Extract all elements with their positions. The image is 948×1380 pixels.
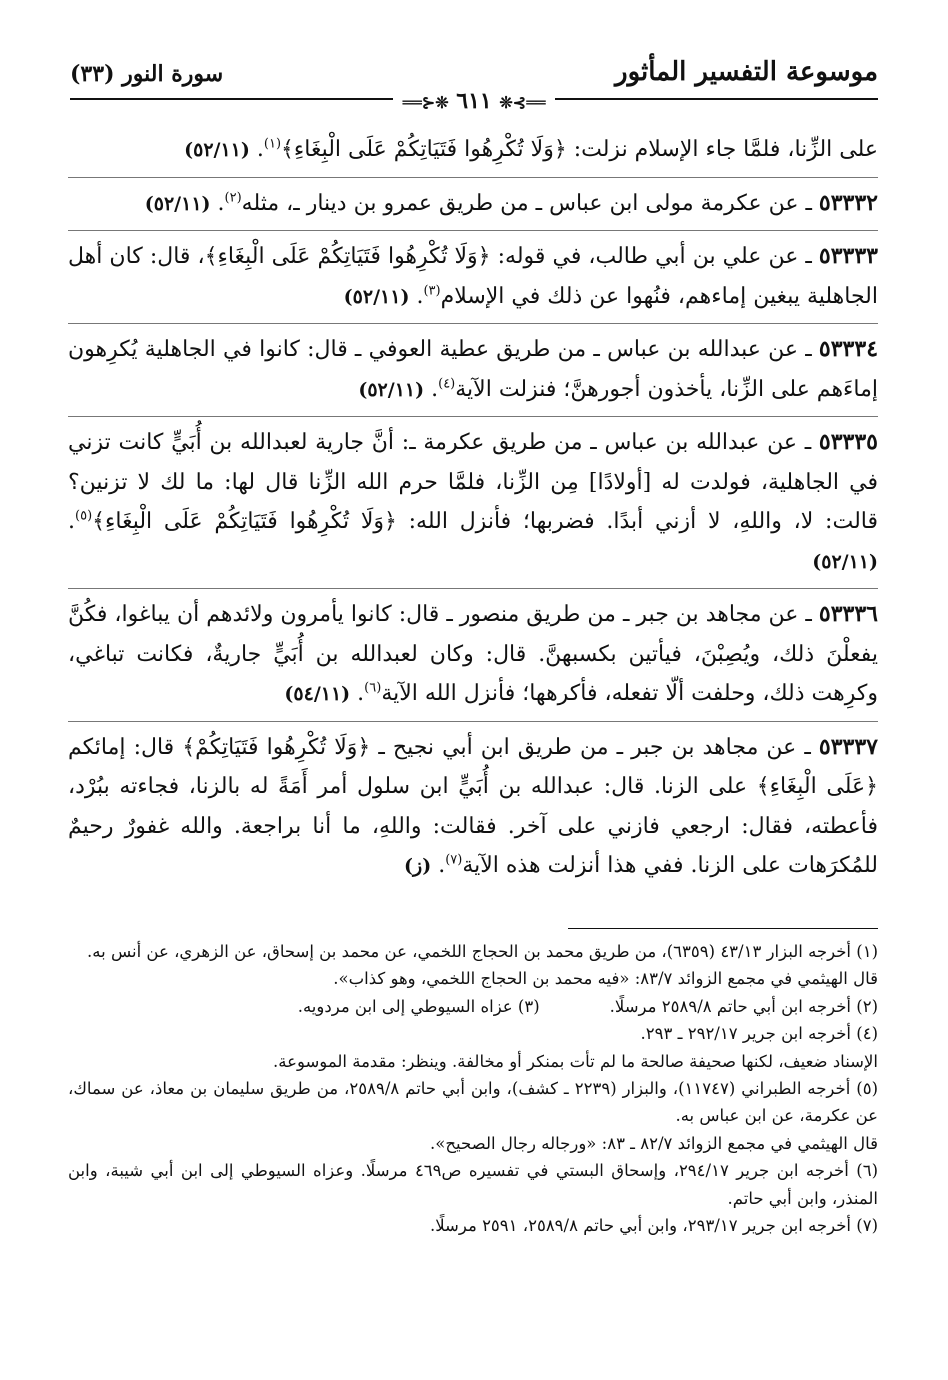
volume-ref: (٥٢/١١) bbox=[812, 550, 878, 573]
footnote: (٣) عزاه السيوطي إلى ابن مردويه. bbox=[297, 996, 540, 1016]
entry-divider bbox=[68, 721, 878, 722]
footnote-rule bbox=[568, 928, 878, 929]
footnote: (٢) أخرجه ابن أبي حاتم ٢٥٨٩/٨ مرسلًا. bbox=[609, 996, 878, 1016]
footnote: (٤) أخرجه ابن جرير ٢٩٢/١٧ ـ ٢٩٣. bbox=[640, 1024, 878, 1044]
entry-53333: ٥٣٣٣٣ ـ عن علي بن أبي طالب، في قوله: ﴿وَلَا تُكْرِهُوا فَتَيَاتِكُمْ عَلَى الْبِغَاءِ﴾، قال: كان أهل الجاهلية يبغين إماءهم، فنُهوا عن ذلك في الإسلام$^{(٣)}$. (٥٢/١١) bbox=[68, 243, 878, 309]
entry-divider bbox=[68, 177, 878, 178]
volume-ref: (٥٤/١١) bbox=[284, 683, 351, 705]
entry-number: ٥٣٣٣٢ bbox=[818, 189, 878, 216]
volume-ref: (٥٢/١١) bbox=[144, 192, 211, 215]
footnote: (٦) أخرجه ابن جرير ٢٩٤/١٧، وإسحاق البستي في تفسيره ص٤٦٩ مرسلًا. وعزاه السيوطي إلى ابن أبي شيبة، وابن المنذر، وابن أبي حاتم. bbox=[68, 1161, 878, 1208]
entry-53337: ٥٣٣٣٧ ـ عن مجاهد بن جبر ـ من طريق ابن أبي نجيح ـ ﴿وَلَا تُكْرِهُوا فَتَيَاتِكُمْ﴾ قال: إمائكم ﴿عَلَى الْبِغَاءِ﴾ على الزنا. قال: عبدالله بن أُبَيٍّ ابن سلول أمر أَمَةً له بالزنا، فجاءته ببُرْد، فأعطته، فقال: ارجعي فازني على آخر. فقالت: واللهِ، ما أنا براجعة. والله غفورٌ رحيمٌ للمُكرَهات على الزنا. ففي هذا أنزلت هذه الآية$^{(٧)}$. (ز) bbox=[68, 733, 878, 878]
footnote: (٧) أخرجه ابن جرير ٢٩٣/١٧، وابن أبي حاتم ٢٥٨٩/٨، ٢٥٩١ مرسلًا. bbox=[429, 1216, 878, 1236]
entry-divider bbox=[68, 230, 878, 231]
entry-53335: ٥٣٣٣٥ ـ عن عبدالله بن عباس ـ من طريق عكرمة ـ: أنَّ جارية لعبدالله بن أُبَيٍّ كانت تزني في الجاهلية، فولدت له [أولادًا] مِن الزِّنا، فلمَّا حرم الله الزِّنا قال لها: ما لك لا تزنين؟ قالت: لا، واللهِ، لا أزني أبدًا. فضربها؛ فأنزل الله: ﴿وَلَا تُكْرِهُوا فَتَيَاتِكُمْ عَلَى الْبِغَاءِ﴾$^{(٥)}$. (٥٢/١١) bbox=[68, 429, 878, 573]
footnote: قال الهيثمي في مجمع الزوائد ٨٢/٧ ـ ٨٣: «ورجاله رجال الصحيح». bbox=[430, 1133, 878, 1153]
entry-divider bbox=[68, 416, 878, 417]
footnote-pair bbox=[68, 993, 878, 1020]
page-number: ٦١١ bbox=[456, 88, 492, 114]
ornament-left: ❊⊰══ bbox=[402, 93, 449, 112]
book-title: موسوعة التفسير المأثور bbox=[615, 57, 878, 87]
entry-53334: ٥٣٣٣٤ ـ عن عبدالله بن عباس ـ من طريق عطية العوفي ـ قال: كانوا في الجاهلية يُكرِهون إماءَهم على الزِّنا، يأخذون أجورهنَّ؛ فنزلت الآية$^{(٤)}$. (٥٢/١١) bbox=[68, 336, 879, 402]
ornament-right: ══⊱❊ bbox=[499, 93, 546, 112]
entry-number: ٥٣٣٣٧ bbox=[818, 733, 878, 760]
entry-divider bbox=[68, 323, 878, 324]
entry-number: ٥٣٣٣٣ bbox=[818, 243, 878, 269]
page-number-box bbox=[393, 88, 556, 116]
footnote: الإسناد ضعيف، لكنها صحيفة صالحة ما لم تأت بمنكر أو مخالفة. وينظر: مقدمة الموسوعة. bbox=[273, 1051, 878, 1071]
volume-ref: (ز) bbox=[404, 855, 432, 877]
entry-number: ٥٣٣٣٦ bbox=[818, 601, 878, 627]
entry-number: ٥٣٣٣٤ bbox=[818, 336, 879, 362]
main-text bbox=[68, 130, 878, 887]
volume-ref: (٥٢/١١) bbox=[343, 285, 410, 308]
volume-ref: (٥٢/١١) bbox=[184, 139, 250, 161]
footnotes bbox=[68, 938, 878, 1239]
entry-53336: ٥٣٣٣٦ ـ عن مجاهد بن جبر ـ من طريق منصور ـ قال: كانوا يأمرون ولائدهم أن يباغوا، فكُنَّ يفعلْنَ ذلك، ويُصِبْنَ، فيأتين بكسبهنَّ. قال: وكان لعبدالله بن أُبَيٍّ جاريةٌ، فكانت تباغي، وكرِهت ذلك، وحلفت ألّا تفعله، فأكرهها؛ فأنزل الله الآية$^{(٦)}$. (٥٤/١١) bbox=[68, 601, 878, 706]
entry-divider bbox=[68, 588, 878, 589]
footnote: (٥) أخرجه الطبراني (١١٧٤٧)، والبزار (٢٢٣٩ ـ كشف)، وابن أبي حاتم ٢٥٨٩/٨، من طريق سليمان بن معاذ، عن سماك، عن عكرمة، عن ابن عباس به. bbox=[68, 1079, 879, 1126]
entry-number: ٥٣٣٣٥ bbox=[818, 429, 878, 455]
footnote: قال الهيثمي في مجمع الزوائد ٨٣/٧: «فيه محمد بن الحجاج اللخمي، وهو كذاب». bbox=[333, 969, 878, 989]
volume-ref: (٥٢/١١) bbox=[358, 378, 425, 401]
surah-title: سورة النور (٣٣) bbox=[70, 61, 224, 87]
footnote: (١) أخرجه البزار ٤٣/١٣ (٦٣٥٩)، من طريق محمد بن الحجاج اللخمي، عن محمد بن إسحاق، عن الزهري، عن أنس به. bbox=[87, 942, 878, 961]
entry-continuation: على الزِّنا، فلمَّا جاء الإسلام نزلت: ﴿وَلَا تُكْرِهُوا فَتَيَاتِكُمْ عَلَى الْبِغَاءِ﴾$^{(١)}$. (٥٢/١١) bbox=[184, 136, 878, 162]
entry-53332: ٥٣٣٣٢ ـ عن عكرمة مولى ابن عباس ـ من طريق عمرو بن دينار ـ، مثله$^{(٢)}$. (٥٢/١١) bbox=[144, 189, 878, 216]
